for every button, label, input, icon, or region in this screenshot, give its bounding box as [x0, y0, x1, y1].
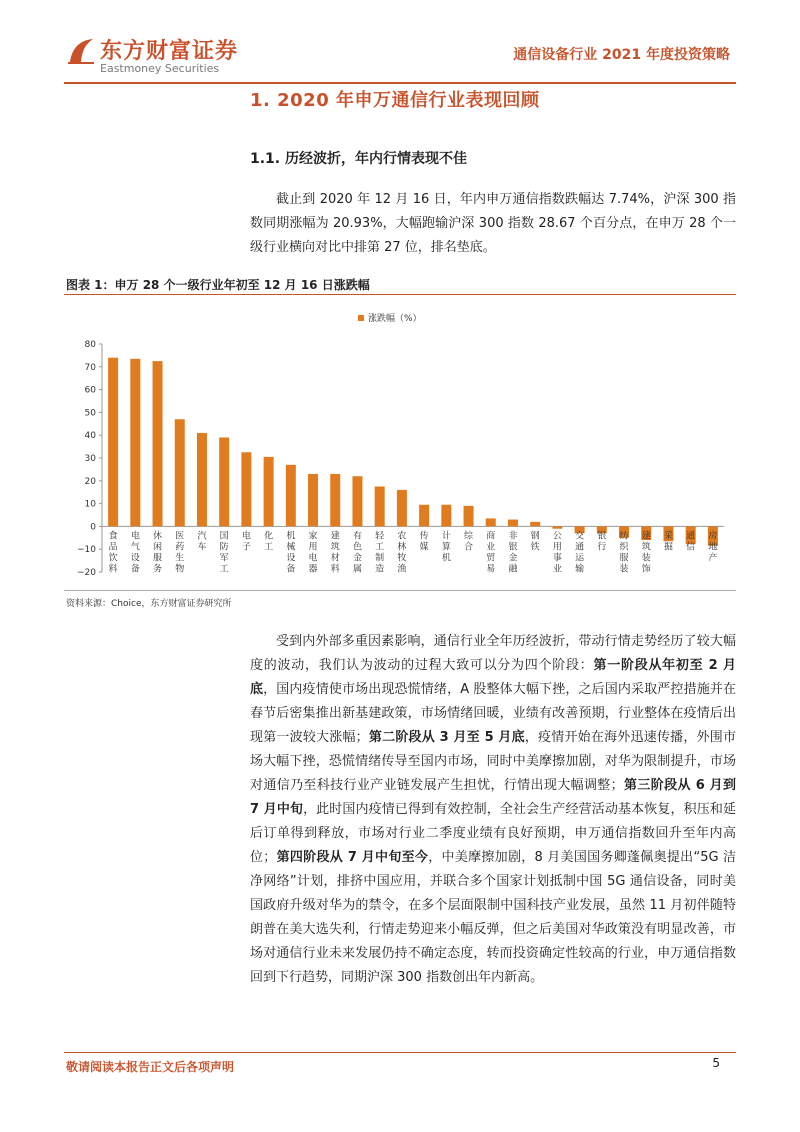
category-label: 农林牧渔: [397, 531, 407, 575]
analysis-paragraph: [250, 630, 736, 990]
bar: [241, 452, 251, 526]
bar: [175, 419, 185, 526]
bar: [219, 437, 229, 526]
y-tick-label: 50: [84, 408, 96, 419]
category-label: 电子: [241, 531, 251, 553]
category-label: 纺织服装: [619, 531, 629, 575]
bar: [508, 520, 518, 527]
figure-top-divider: [64, 294, 736, 295]
category-label: 通信: [686, 531, 696, 553]
bar: [286, 465, 296, 527]
category-label: 国防军工: [219, 531, 229, 575]
chart-legend: [358, 312, 422, 324]
category-label: 公用事业: [552, 531, 562, 575]
category-label: 电气设备: [130, 531, 140, 575]
bar: [486, 518, 496, 526]
header-divider: [64, 82, 736, 84]
bar: [130, 359, 140, 527]
phase-3-heading: 第三阶段从 6 月到 7 月中旬: [250, 778, 736, 817]
bar-series: [108, 358, 718, 546]
analysis-text-4: ，此时国内疫情已得到有效控制，全社会生产经营活动基本恢复，积压和延后订单得到释放，市场对行业二季度业绩有良好预期，申万通信指数回升至年内高位；: [250, 802, 736, 865]
legend-swatch: [358, 315, 364, 321]
footer-divider: [64, 1052, 736, 1053]
category-label: 钢铁: [530, 531, 540, 553]
brand-name-en: Eastmoney Securities: [100, 62, 220, 75]
eastmoney-logo-icon: [66, 36, 96, 66]
category-label: 交通运输: [575, 531, 585, 575]
bar: [108, 358, 118, 527]
y-tick-label: 0: [90, 522, 96, 533]
category-label: 轻工制造: [375, 531, 385, 575]
figure-caption: 图表 1：申万 28 个一级行业年初至 12 月 16 日涨跌幅: [66, 278, 370, 292]
y-tick-label: 10: [84, 499, 96, 510]
y-tick-label: −20: [77, 568, 96, 578]
category-label: 食品饮料: [108, 531, 118, 575]
category-label: 计算机: [441, 531, 451, 564]
figure-source: 资料来源：Choice，东方财富证券研究所: [66, 599, 232, 609]
phase-1-heading: 第一阶段从年初至 2 月底: [250, 658, 736, 697]
section-title: 1. 2020 年申万通信行业表现回顾: [250, 90, 540, 111]
y-tick-label: 30: [84, 454, 96, 464]
figure-bottom-divider: [64, 590, 736, 591]
bar: [530, 522, 540, 527]
industry-returns-bar-chart: [64, 300, 736, 590]
category-label: 建筑装饰: [641, 531, 651, 575]
category-label: 商业贸易: [486, 531, 496, 575]
analysis-text-3: ，疫情开始在海外迅速传播，外围市场大幅下挫，恐慌情绪传导至国内市场，同时中美摩擦加剧，对华为限制提升，市场对通信乃至科技行业产业链发展产生担忧，行情出现大幅调整；: [250, 730, 736, 793]
y-tick-label: −10: [77, 545, 96, 556]
subsection-title: 1.1. 历经波折，年内行情表现不佳: [250, 151, 467, 167]
footer-disclaimer: 敬请阅读本报告正文后各项声明: [66, 1060, 235, 1074]
category-label: 家用电器: [308, 531, 318, 575]
y-tick-label: 70: [84, 362, 96, 373]
y-tick-label: 60: [84, 385, 96, 396]
category-label: 传媒: [419, 531, 429, 553]
phase-4-heading: 第四阶段从 7 月中旬至今: [276, 850, 429, 865]
bar: [397, 490, 407, 526]
y-tick-label: 40: [84, 431, 96, 442]
page-number: 5: [712, 1056, 720, 1070]
phase-2-heading: 第二阶段从 3 月至 5 月底: [368, 730, 525, 745]
bar: [375, 487, 385, 527]
category-label: 化工: [264, 531, 274, 553]
category-label: 采掘: [663, 531, 673, 553]
bar: [153, 361, 163, 526]
category-label: 银行: [597, 531, 607, 553]
category-label: 非银金融: [508, 531, 518, 575]
category-label: 机械设备: [286, 531, 296, 575]
brand-name-cn: 东方财富证券: [100, 39, 239, 64]
bar: [352, 476, 362, 526]
bar: [419, 505, 429, 527]
analysis-text-5: ，中美摩擦加剧，8 月美国国务卿蓬佩奥提出“5G 洁净网络”计划，排挤中国应用，并联合多个国家计划抵制中国 5G 通信设备，同时美国政府升级对华为的禁令，在多个层面限制中国科技产业发展，虽然 11 月初伴随特朗普在美大选失利，行情走势迎来小幅反弹，但之后美国对华政策没有明显改善，市场对通信行业未来发展仍持不确定态度，转而投资确定性较高的行业，申万通信指数回到下行趋势，同期沪深 300 指数创出年内新高。: [250, 850, 736, 985]
category-label: 医药生物: [175, 531, 185, 575]
legend-label: 涨跌幅（%）: [368, 314, 422, 324]
analysis-text-2: ，国内疫情使市场出现恐慌情绪，A 股整体大幅下挫，之后国内采取严控措施并在春节后密集推出新基建政策，市场情绪回暖，业绩有改善预期，行业整体在疫情后出现第一波较大涨幅；: [250, 682, 736, 745]
intro-paragraph: [250, 188, 736, 260]
category-label: 房地产: [708, 531, 718, 564]
category-label: 汽车: [197, 531, 207, 553]
bar: [308, 474, 318, 526]
bar: [552, 526, 562, 528]
bar: [264, 457, 274, 527]
report-title: 通信设备行业 2021 年度投资策略: [513, 47, 730, 63]
category-label: 综合: [464, 531, 474, 553]
intro-paragraph-text: 截止到 2020 年 12 月 16 日，年内申万通信指数跌幅达 7.74%，沪深 300 指数同期涨幅为 20.93%，大幅跑输沪深 300 指数 28.67 个百分点，在申万 28 个一级行业横向对比中排第 27 位，排名垫底。: [250, 192, 736, 255]
bar: [464, 506, 474, 527]
bar: [441, 505, 451, 527]
category-axis-labels: [109, 529, 718, 574]
analysis-text-1: 受到内外部多重因素影响，通信行业全年历经波折，带动行情走势经历了较大幅度的波动，我们认为波动的过程大致可以分为四个阶段：: [250, 634, 736, 673]
y-tick-label: 80: [84, 340, 96, 350]
category-label: 有色金属: [352, 531, 362, 575]
category-label: 休闲服务: [153, 531, 163, 575]
category-label: 建筑材料: [330, 531, 340, 575]
bar: [330, 474, 340, 526]
y-tick-label: 20: [84, 476, 96, 487]
bar: [197, 433, 207, 526]
